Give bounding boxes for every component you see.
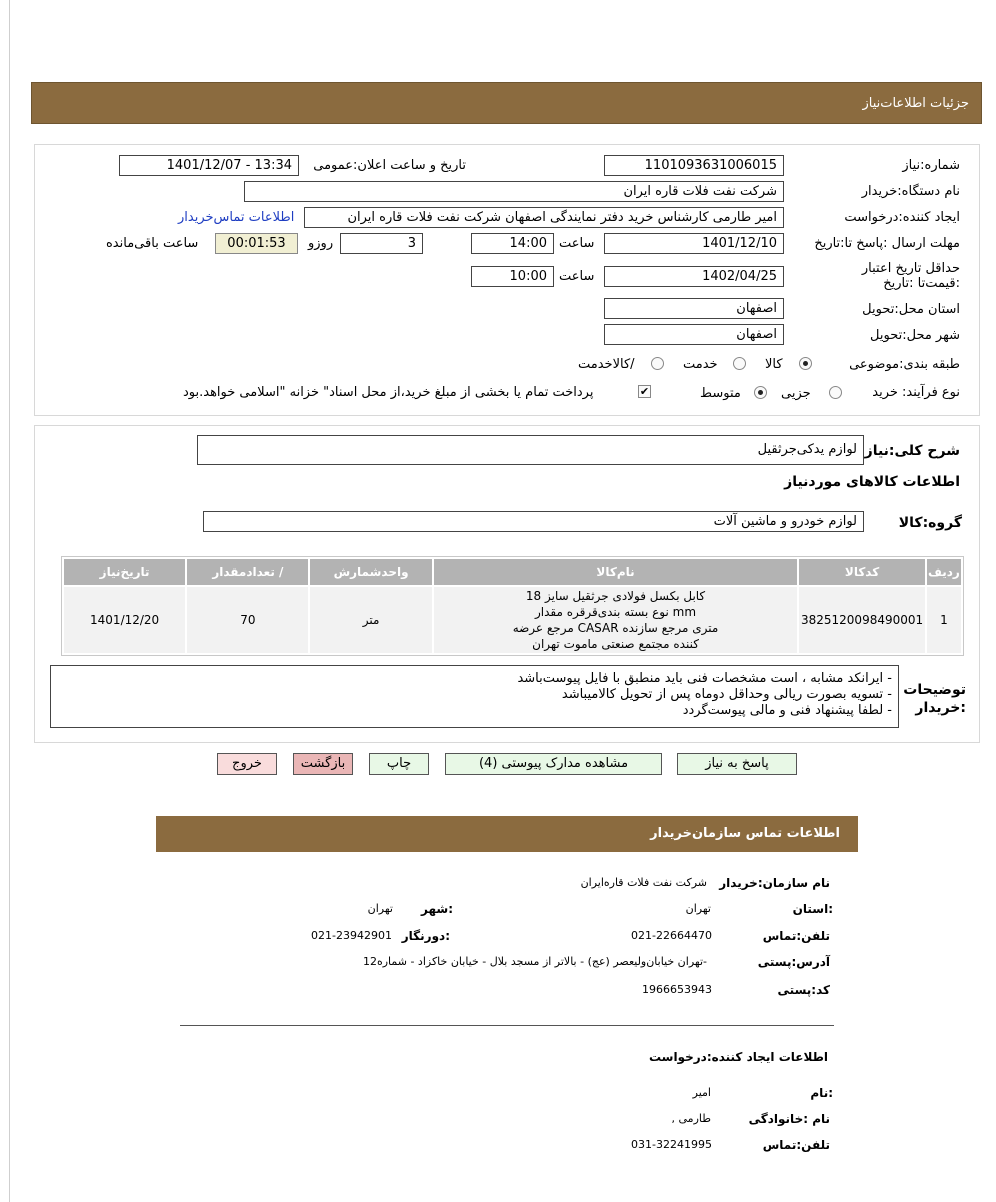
contact-province-label: :استان xyxy=(792,902,833,916)
deadline-time-field[interactable]: 14:00 xyxy=(471,233,554,254)
validity-time-field[interactable]: 10:00 xyxy=(471,266,554,287)
process-radio-minor[interactable] xyxy=(829,386,842,399)
contact-phone-label: تلفن:تماس xyxy=(762,929,830,943)
province-field[interactable]: اصفهان xyxy=(604,298,784,319)
need-number-label: شماره:نیاز xyxy=(902,158,960,173)
col-qty-header: / تعدادمقدار xyxy=(187,559,308,585)
city-field[interactable]: اصفهان xyxy=(604,324,784,345)
row-name-line: mm نوع بسته بندی‌قرقره مقدار xyxy=(535,605,697,619)
view-attachments-button[interactable]: مشاهده مدارک پیوستی (4) xyxy=(445,753,662,775)
org-name-value: شرکت نفت فلات قاره‌ایران xyxy=(580,876,707,889)
contact-address-value: -تهران خیابان‌ولیعصر (عج) - بالاتر از مسجد بلال - خیابان خاکزاد - شماره12 xyxy=(362,955,707,968)
table-row[interactable] xyxy=(64,587,961,653)
validity-date-field[interactable]: 1402/04/25 xyxy=(604,266,784,287)
table-header-row xyxy=(64,559,961,585)
contact-header-bar xyxy=(156,816,858,852)
page-header-bar xyxy=(31,82,982,124)
category-radio-goods[interactable] xyxy=(799,357,812,370)
creator-family-label: نام :خانوادگی xyxy=(748,1112,830,1126)
exit-button[interactable]: خروج xyxy=(217,753,277,775)
buyer-contact-link[interactable]: اطلاعات تماس‌خریدار xyxy=(178,210,295,225)
category-radio-service[interactable] xyxy=(733,357,746,370)
need-number-field[interactable]: 1101093631006015 xyxy=(604,155,784,176)
process-option-medium: متوسط xyxy=(700,386,741,401)
col-unit-header: واحدشمارش xyxy=(310,559,431,585)
row-date: 1401/12/20 xyxy=(64,587,185,653)
treasury-note: پرداخت تمام یا بخشی از مبلغ خرید،از محل اسناد" خزانه "اسلامی خواهد.بود xyxy=(183,385,594,400)
contact-postal-label: کد:پستی xyxy=(777,983,830,997)
deadline-date-field[interactable]: 1401/12/10 xyxy=(604,233,784,254)
requester-field[interactable]: امیر طارمی کارشناس خرید دفتر نمایندگی اصفهان شرکت نفت فلات قاره ایران xyxy=(304,207,784,228)
validity-label: حداقل تاریخ اعتبار :قیمت‌تا :تاریخ xyxy=(861,261,960,291)
requester-label: ایجاد کننده:درخواست xyxy=(844,210,960,225)
buyer-note-line: - تسویه بصورت ریالی وحداقل دوماه پس از تحویل کالامیباشد xyxy=(561,687,892,702)
category-radio-goods-service[interactable] xyxy=(651,357,664,370)
col-code-header: کدکالا xyxy=(799,559,924,585)
remaining-time-display: 00:01:53 xyxy=(215,233,298,254)
contact-phone-value: 021-22664470 xyxy=(631,929,712,942)
announce-field[interactable]: 1401/12/07 - 13:34 xyxy=(119,155,299,176)
province-label: استان محل:تحویل xyxy=(862,302,960,317)
page-left-border xyxy=(9,0,10,1202)
page-title: جزئیات اطلاعات‌نیاز xyxy=(862,96,969,111)
remaining-label: ساعت باقی‌مانده xyxy=(106,236,199,251)
row-name-line: کننده مجتمع صنعتی ماموت تهران xyxy=(532,637,699,651)
col-name-header: نام‌کالا xyxy=(434,559,798,585)
treasury-checkbox[interactable]: ✔ xyxy=(639,385,650,398)
process-radio-medium[interactable] xyxy=(754,386,767,399)
goods-table xyxy=(61,556,964,656)
contact-city-value: تهران xyxy=(367,902,393,915)
buyer-org-label: نام دستگاه:خریدار xyxy=(861,184,960,199)
process-label: نوع فرآیند: خرید xyxy=(872,385,960,400)
contact-fax-label: :دورنگار xyxy=(401,929,450,943)
contact-fax-value: 021-23942901 xyxy=(311,929,392,942)
creator-phone-value: 031-32241995 xyxy=(631,1138,712,1151)
creator-family-value: طارمی , xyxy=(671,1112,711,1125)
contact-postal-value: 1966653943 xyxy=(642,983,712,996)
days-label: روزو xyxy=(308,236,334,251)
row-name-line: متری مرجع سازنده CASAR مرجع عرضه xyxy=(512,621,719,635)
deadline-time-label: ساعت xyxy=(559,236,595,251)
back-button[interactable]: بازگشت xyxy=(293,753,353,775)
category-option-service: خدمت xyxy=(683,357,718,372)
deadline-label: مهلت ارسال :پاسخ تا:تاریخ xyxy=(814,236,960,251)
buyer-org-field[interactable]: شرکت نفت فلات قاره ایران xyxy=(244,181,784,202)
creator-section-title: اطلاعات ایجاد کننده:درخواست xyxy=(648,1050,828,1064)
contact-province-value: تهران xyxy=(685,902,711,915)
category-option-goods-service: /کالاخدمت xyxy=(578,357,635,372)
contact-address-label: آدرس:پستی xyxy=(757,955,830,969)
row-name xyxy=(434,587,798,653)
col-row-header: ردیف xyxy=(927,559,961,585)
buyer-notes-label: توضیحات :خریدار xyxy=(903,682,966,716)
contact-divider xyxy=(180,1025,834,1026)
category-label: طبقه بندی:موضوعی xyxy=(849,357,960,372)
contact-title: اطلاعات تماس سازمان‌خریدار xyxy=(650,826,840,841)
city-label: شهر محل:تحویل xyxy=(870,328,960,343)
row-unit: متر xyxy=(310,587,431,653)
creator-name-value: امیر xyxy=(692,1086,711,1099)
announce-label: تاریخ و ساعت اعلان:عمومی xyxy=(313,158,466,173)
org-name-label: نام سازمان:خریدار xyxy=(719,876,830,890)
row-qty: 70 xyxy=(187,587,308,653)
col-date-header: تاریخ‌نیاز xyxy=(64,559,185,585)
buyer-note-line: - ایرانکد مشابه ، است مشخصات فنی باید منطبق با فایل پیوست‌باشد xyxy=(517,671,892,686)
contact-city-label: :شهر xyxy=(421,902,453,916)
summary-label: شرح کلی:نیاز xyxy=(864,443,960,459)
buyer-note-line: - لطفا پیشنهاد فنی و مالی پیوست‌گردد xyxy=(682,703,892,718)
goods-group-label: گروه:کالا xyxy=(898,515,962,531)
reply-button[interactable]: پاسخ به نیاز xyxy=(677,753,797,775)
process-option-minor: جزیی xyxy=(781,386,811,401)
creator-phone-label: تلفن:تماس xyxy=(762,1138,830,1152)
row-name-line: کابل بکسل فولادی جرثقیل سایز 18 xyxy=(525,589,706,603)
buyer-notes-box xyxy=(50,665,899,728)
validity-time-label: ساعت xyxy=(559,269,595,284)
summary-field[interactable]: لوازم یدکی‌جرثقیل xyxy=(197,435,864,465)
print-button[interactable]: چاپ xyxy=(369,753,429,775)
goods-section-title: اطلاعات کالاهای موردنیاز xyxy=(784,474,960,490)
category-option-goods: کالا xyxy=(765,357,783,372)
creator-name-label: :نام xyxy=(810,1086,833,1100)
deadline-days-field[interactable]: 3 xyxy=(340,233,423,254)
row-code: 3825120098490001 xyxy=(799,587,924,653)
row-number: 1 xyxy=(927,587,961,653)
goods-group-field[interactable]: لوازم خودرو و ماشین آلات xyxy=(203,511,864,532)
